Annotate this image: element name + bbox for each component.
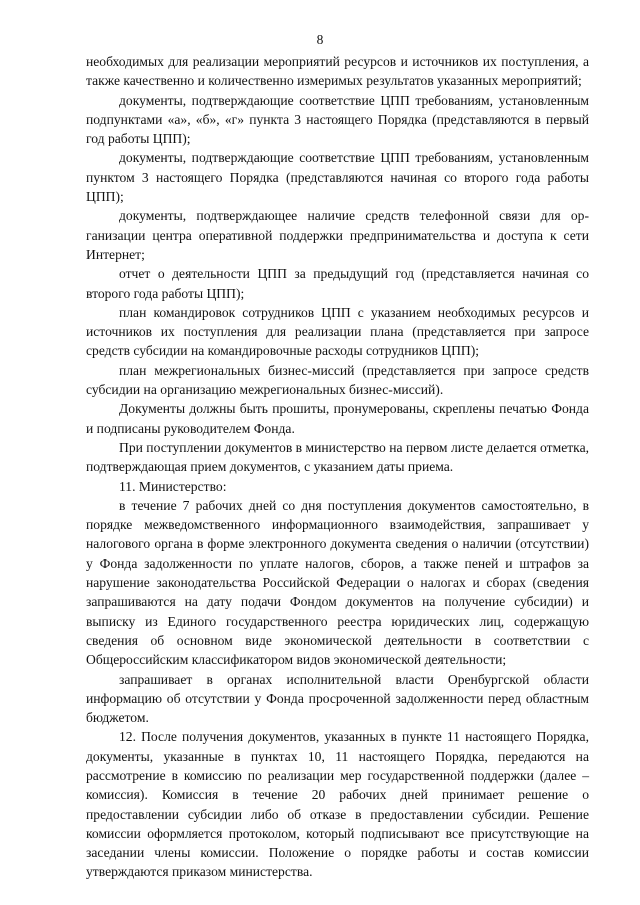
paragraph: документы, подтверждающие соответствие ЦПП требованиям, установленным подпунктами «а», «б», «г» пункта 3 настоящего Порядка (представляются в первый год работы ЦПП); (86, 92, 589, 147)
document-body (86, 52, 589, 882)
section-heading: 11. Министерство: (119, 478, 227, 494)
paragraph: документы, подтверждающее наличие средств телефонной связи для организации центра оперативной поддержки предпринимательства и доступа к сети Интернет; (86, 208, 589, 262)
paragraph: При поступлении документов в министерство на первом листе делается отметка, подтверждающая прием документов, с указанием даты приема. (86, 439, 589, 475)
paragraph: 12. После получения документов, указанных в пункте 11 настоящего Порядка, документы, указанные в пунктах 10, 11 настоящего Порядка, передаются на рассмотрение в комиссию по реализации мер государственной поддержки (далее – комиссия). Комиссия в течение 20 рабочих дней принимает решение о предоставлении субсидии либо об отказе в предоставлении субсидии. Решение комиссии оформляется протоколом, который подписывают все присутствующие на заседании члены комиссии. Положение о порядке работы и состав комиссии утверждаются приказом министерства. (86, 729, 589, 880)
paragraph: в течение 7 рабочих дней со дня поступления документов самостоятельно, в порядке межведомственного информационного взаимодействия, запрашивает у налогового органа в форме электронного документа сведения о наличии (отсутствии) у Фонда задолженности по уплате налогов, сборов, а также пеней и штрафов за нарушение законодательства Российской Федерации о налогах и сборах (сведения запрашиваются на дату подачи Фондом документов на получение субсидии) и выписку из Единого государственного реестра юридических лиц, содержащую сведения об основном виде экономической деятельности в соответствии с Общероссийским классификатором видов экономической деятельности; (86, 497, 589, 668)
paragraph: необходимых для реализации мероприятий ресурсов и источников их поступления, а также качественно и количественно измеримых результатов указанных мероприятий; (86, 54, 589, 89)
paragraph: план межрегиональных бизнес-миссий (представляется при запросе средств субсидии на организацию межрегиональных бизнес-миссий). (86, 362, 589, 398)
paragraph: план командировок сотрудников ЦПП с указанием необходимых ресурсов и источников их поступления для реализации плана (представляется при запросе средств субсидии на командировочные расходы сотрудников ЦПП); (86, 304, 589, 359)
paragraph: запрашивает в органах исполнительной власти Оренбургской области информацию об отсутствии у Фонда просроченной задолженности перед областным бюджетом. (86, 671, 589, 726)
paragraph: Документы должны быть прошиты, пронумерованы, скреплены печатью Фонда и подписаны руководителем Фонда. (86, 401, 589, 436)
page-number: 8 (316, 32, 324, 47)
paragraph: документы, подтверждающие соответствие ЦПП требованиям, установленным пунктом 3 настоящего Порядка (представляются начиная со второго года работы ЦПП); (86, 150, 589, 205)
paragraph: отчет о деятельности ЦПП за предыдущий год (представляется начиная со второго года работы ЦПП); (86, 266, 589, 301)
